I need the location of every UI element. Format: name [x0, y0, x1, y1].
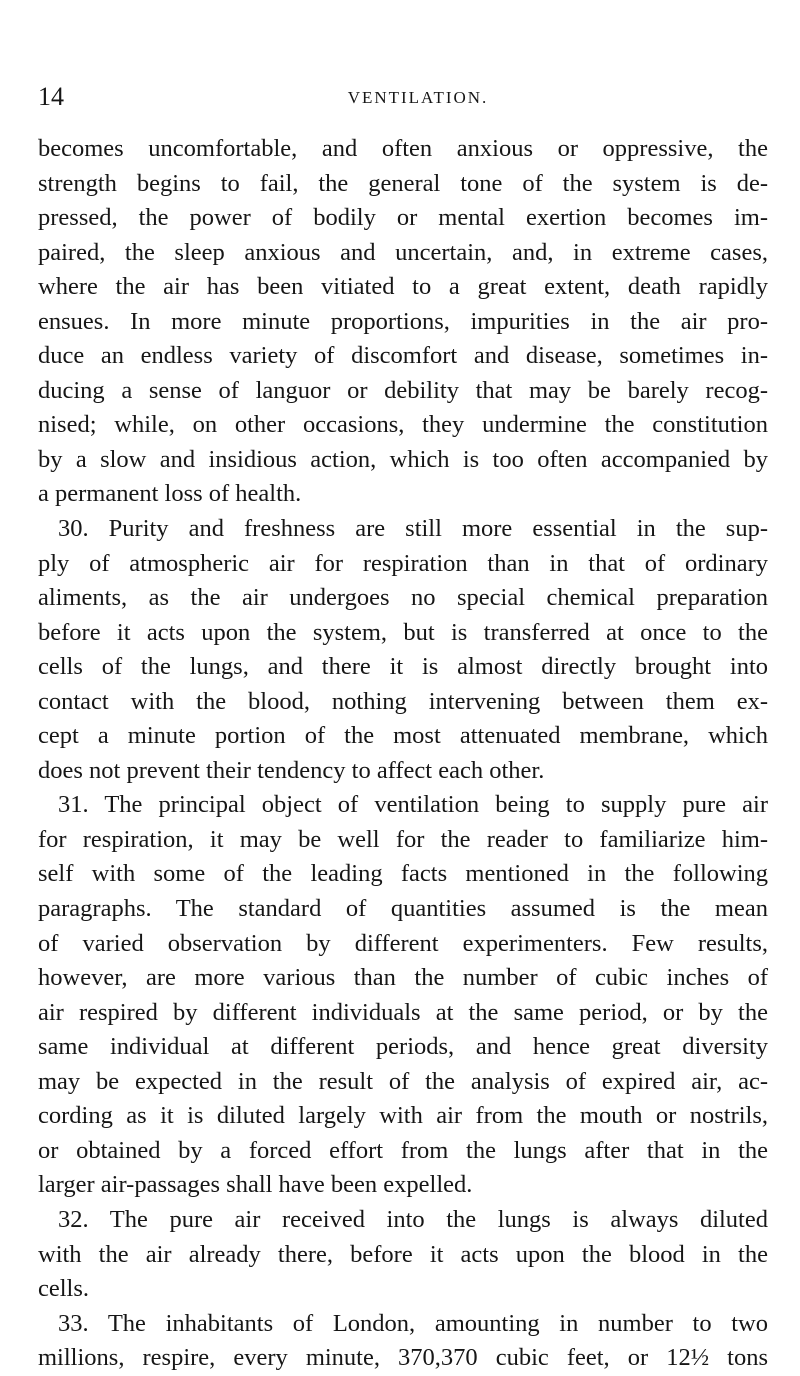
text-line: or obtained by a forced effort from the lungs after that in the: [38, 1136, 768, 1164]
text-line: ensues. In more minute proportions, impurities in the air pro-: [38, 307, 768, 335]
text-line: cells.: [38, 1275, 90, 1303]
paragraph-30-line: 30. Purity and freshness are still more essential in the sup-: [58, 515, 768, 543]
text-line: nised; while, on other occasions, they undermine the constitution: [38, 411, 768, 439]
text-line: contact with the blood, nothing intervening between them ex-: [38, 687, 768, 715]
text-line: ply of atmospheric air for respiration than in that of ordinary: [38, 549, 768, 577]
text-line: however, are more various than the number of cubic inches of: [38, 964, 768, 992]
text-line: cells of the lungs, and there it is almost directly brought into: [38, 653, 768, 681]
text-line: millions, respire, every minute, 370,370 cubic feet, or 12½ tons: [38, 1344, 768, 1372]
paragraph-31-line: 31. The principal object of ventilation being to supply pure air: [58, 791, 768, 819]
text-line: becomes uncomfortable, and often anxious or oppressive, the: [38, 135, 768, 162]
text-line: does not prevent their tendency to affect each other.: [38, 756, 545, 784]
paragraph-32-line: 32. The pure air received into the lungs is always diluted: [58, 1205, 768, 1233]
text-line: same individual at different periods, and hence great diversity: [38, 1033, 768, 1061]
text-line: for respiration, it may be well for the reader to familiarize him-: [38, 825, 768, 853]
text-line: may be expected in the result of the analysis of expired air, ac-: [38, 1067, 768, 1095]
text-line: where the air has been vitiated to a great extent, death rapidly: [38, 273, 768, 301]
running-head: [38, 82, 758, 112]
text-line: larger air-passages shall have been expelled.: [38, 1171, 473, 1199]
text-line: aliments, as the air undergoes no special chemical preparation: [38, 584, 768, 612]
page-number: 14: [38, 82, 64, 111]
text-line: cording as it is diluted largely with air from the mouth or nostrils,: [38, 1102, 768, 1130]
text-line: cept a minute portion of the most attenuated membrane, which: [38, 722, 768, 750]
text-line: a permanent loss of health.: [38, 480, 302, 508]
text-line: before it acts upon the system, but is transferred at once to the: [38, 618, 768, 646]
text-line: air respired by different individuals at the same period, or by the: [38, 998, 768, 1026]
text-line: ducing a sense of languor or debility that may be barely recog-: [38, 376, 768, 404]
text-line: paired, the sleep anxious and uncertain, and, in extreme cases,: [38, 238, 768, 266]
text-line: paragraphs. The standard of quantities assumed is the mean: [38, 895, 768, 923]
text-line: of varied observation by different experimenters. Few results,: [38, 929, 768, 957]
text-line: by a slow and insidious action, which is too often accompanied by: [38, 445, 768, 473]
paragraph-33-line: 33. The inhabitants of London, amounting in number to two: [58, 1309, 768, 1337]
text-line: self with some of the leading facts mentioned in the following: [38, 860, 768, 888]
body-text: [38, 132, 768, 1376]
text-line: strength begins to fail, the general tone of the system is de-: [38, 169, 768, 197]
text-line: with the air already there, before it acts upon the blood in the: [38, 1240, 768, 1268]
text-line: duce an endless variety of discomfort and disease, sometimes in-: [38, 342, 768, 370]
running-title: VENTILATION.: [347, 88, 489, 107]
text-line: pressed, the power of bodily or mental exertion becomes im-: [38, 204, 768, 232]
